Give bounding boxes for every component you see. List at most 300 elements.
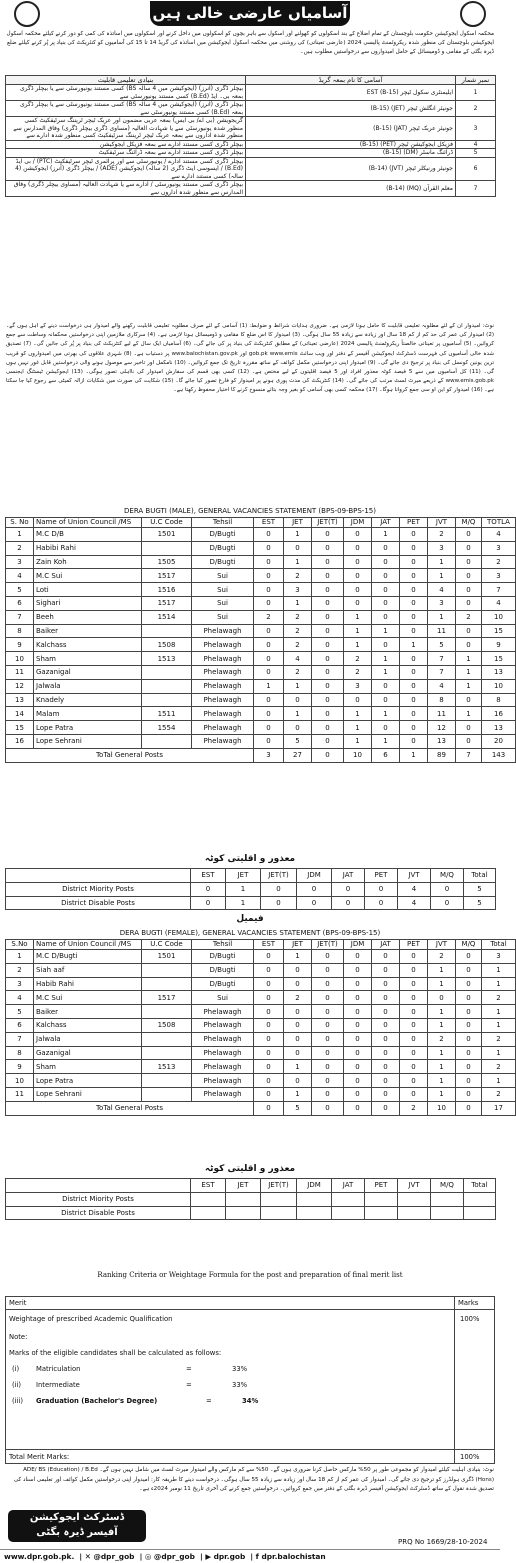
qualification-cell: بیچلر ڈگری کسی مستند ادارے سے بمعہ فزیکل ایجوکیشن: [6, 140, 246, 149]
table-cell: 0: [456, 638, 482, 652]
table-cell: 1: [372, 652, 400, 666]
table-cell: 0: [456, 693, 482, 707]
total-cell: 0: [312, 748, 344, 762]
table-cell: 1508: [142, 638, 192, 652]
table-cell: 0: [372, 1005, 400, 1019]
total-row: [6, 748, 516, 762]
table-cell: 0: [344, 1032, 372, 1046]
website-link[interactable]: www.dpr.gob.pk.: [4, 1552, 75, 1561]
female-quota-caption: معذور و اقلیتی کوٹہ: [204, 1164, 296, 1174]
qualification-cell: بیچلر ڈگری کسی مستند ادارے / یونیورسٹی سے اور پرائمری ٹیچر سرٹیفکیٹ (PTC) / بی ایڈ (B.Ed) / ایسوسی ایٹ ڈگری (2 سالہ) ایجوکیشن (ADE) / بیچلر ڈگری (آنرز) ایجوکیشن (4 سالہ) کسی مستند ادارے سے: [6, 157, 246, 181]
table-cell: 1: [344, 610, 372, 624]
table-cell: M.C D/Bugti: [34, 950, 142, 964]
table-cell: 0: [284, 541, 312, 555]
table-cell: 0: [254, 1032, 284, 1046]
column-header: Name of Union Council /MS: [34, 518, 142, 528]
total-cell: 10: [344, 748, 372, 762]
table-cell: 0: [400, 555, 428, 569]
table-row: [6, 693, 516, 707]
table-cell: 4: [284, 652, 312, 666]
table-row: [6, 555, 516, 569]
table-cell: 1: [456, 665, 482, 679]
table-cell: 1: [372, 624, 400, 638]
table-cell: 2: [428, 528, 456, 542]
table-cell: 0: [312, 734, 344, 748]
table-cell: 0: [312, 707, 344, 721]
table-cell: Phelawagh: [192, 1087, 254, 1101]
quota-cell: 0: [332, 896, 365, 910]
table-row: [6, 624, 516, 638]
table-cell: 1: [344, 638, 372, 652]
table-cell: 0: [312, 528, 344, 542]
table-header-row: [6, 518, 516, 528]
table-cell: 0: [254, 1046, 284, 1060]
table-cell: 2: [344, 652, 372, 666]
table-cell: 0: [400, 707, 428, 721]
table-cell: 1554: [142, 721, 192, 735]
table-cell: 8: [6, 624, 34, 638]
table-cell: 4: [6, 569, 34, 583]
table-cell: 1: [428, 1074, 456, 1088]
table-cell: Habibi Rahi: [34, 541, 142, 555]
table-cell: 0: [312, 652, 344, 666]
total-label: ToTal General Posts: [6, 1101, 254, 1115]
table-cell: Phelawagh: [192, 679, 254, 693]
table-cell: 0: [344, 1005, 372, 1019]
quota-cell: [365, 1206, 398, 1220]
quota-cell: 0: [191, 896, 226, 910]
table-cell: 0: [254, 583, 284, 597]
table-cell: 0: [400, 1074, 428, 1088]
table-cell: 1: [372, 707, 400, 721]
table-cell: 6: [6, 596, 34, 610]
total-cell: 27: [284, 748, 312, 762]
quota-column-header: JET(T): [261, 869, 297, 883]
table-cell: 0: [284, 963, 312, 977]
table-cell: 0: [312, 679, 344, 693]
table-cell: Siah aaf: [34, 963, 142, 977]
table-cell: 3: [344, 679, 372, 693]
qualification-cell: گریجویشن (بی اے/ بی ایس) بمعہ عربی مضمون اور عربک ٹیچر ٹریننگ سرٹیفکیٹ کسی منظور شدہ یونیورسٹی سے یا شہادت العالیہ (مساوی ڈگری بیچلر ڈگری) وفاق المدارس سے منظور شدہ اداروں سے بمعہ عربک ٹیچر ٹریننگ سرٹیفکیٹ کسی منظور شدہ ادارے سے: [6, 117, 246, 141]
quota-cell: [464, 1206, 496, 1220]
table-row: [6, 1087, 516, 1101]
table-cell: Jalwala: [34, 679, 142, 693]
quota-column-header: JAT: [332, 1179, 365, 1193]
quota-cell: 4: [398, 882, 431, 896]
quota-cell: 0: [261, 896, 297, 910]
table-cell: 3: [428, 596, 456, 610]
table-cell: 2: [482, 1087, 516, 1101]
table-cell: 0: [344, 1018, 372, 1032]
table-cell: 0: [456, 1018, 482, 1032]
total-cell: 2: [400, 1101, 428, 1115]
table-row: [6, 583, 516, 597]
table-cell: 1: [428, 1060, 456, 1074]
quota-cell: [398, 1206, 431, 1220]
table-cell: 0: [344, 528, 372, 542]
table-cell: Phelawagh: [192, 638, 254, 652]
table-cell: 0: [400, 665, 428, 679]
table-cell: Zain Koh: [34, 555, 142, 569]
table-cell: 4: [482, 528, 516, 542]
table-cell: 0: [400, 1032, 428, 1046]
quota-column-header: JAT: [332, 869, 365, 883]
table-cell: 1: [344, 624, 372, 638]
table-cell: 0: [456, 1032, 482, 1046]
quota-column-header: Total: [464, 869, 496, 883]
table-cell: 5: [6, 1005, 34, 1019]
table-cell: 0: [400, 977, 428, 991]
table-cell: 0: [456, 963, 482, 977]
table-cell: 0: [400, 1018, 428, 1032]
total-cell: 0: [312, 1101, 344, 1115]
table-row: [6, 1060, 516, 1074]
table-cell: [142, 1074, 192, 1088]
table-cell: 2: [284, 624, 312, 638]
footer-notes: نوٹ: بنیادی اہلیت کیلئے امیدوار کو مجموعی طور پر 50% مارکس حاصل کرنا ضروری ہوں گے۔ 50% سے کم مارکس والے امیدوار میرٹ لسٹ میں شامل نہیں ہوں گے۔ ADE/ BS (Education) / B.Ed (Hons) ڈگری ہولڈرز کو ترجیح دی جائے گی۔ امیدوار کی عمر کم از کم 18 سال اور زیادہ سے زیادہ 55 سال ہوگی۔ درخواست دینے کا طریقہ کار: امیدوار اپنی درخواستیں مکمل کوائف اور تعلیمی اسناد کی تصدیق شدہ نقول کے ساتھ ڈسٹرکٹ ایجوکیشن آفیسر ڈیرہ بگٹی کے دفتر میں جمع کروائیں۔ درخواستیں جمع کرنے کی آخری تاریخ 11 نومبر 2024ء ہے۔: [13, 1467, 494, 1493]
table-cell: 3: [482, 541, 516, 555]
table-cell: D/Bugti: [192, 977, 254, 991]
table-cell: Phelawagh: [192, 624, 254, 638]
table-cell: 0: [254, 734, 284, 748]
marks-column-header: Marks: [458, 1299, 479, 1307]
table-cell: 0: [400, 1005, 428, 1019]
table-row: [6, 638, 516, 652]
table-cell: 3: [6, 977, 34, 991]
table-cell: Knadely: [34, 693, 142, 707]
table-row: [6, 541, 516, 555]
table-cell: 1: [372, 734, 400, 748]
quota-cell: District Miority Posts: [6, 882, 191, 896]
total-cell: 7: [456, 748, 482, 762]
table-cell: 1517: [142, 991, 192, 1005]
table-cell: 0: [254, 721, 284, 735]
table-cell: 0: [284, 1032, 312, 1046]
page-title: آسامیاں عارضی خالی ہیں: [150, 1, 350, 26]
column-header: Tehsil: [192, 518, 254, 528]
table-cell: 1: [456, 707, 482, 721]
table-cell: 1: [284, 528, 312, 542]
total-cell: 0: [372, 1101, 400, 1115]
table-cell: 1: [344, 734, 372, 748]
table-cell: Phelawagh: [192, 1005, 254, 1019]
table-cell: 15: [6, 721, 34, 735]
table-cell: 2: [482, 991, 516, 1005]
table-cell: 0: [456, 991, 482, 1005]
table-cell: 0: [344, 1060, 372, 1074]
male-vacancies-table: [5, 517, 516, 763]
table-cell: 0: [456, 1005, 482, 1019]
total-merit-value: 100%: [460, 1453, 480, 1461]
total-cell: 10: [428, 1101, 456, 1115]
male-table-title: DERA BUGTI (MALE), GENERAL VACANCIES STATEMENT (BPS-09-BPS-15): [124, 507, 376, 515]
table-cell: 0: [400, 950, 428, 964]
youtube-handle[interactable]: dpr.gob: [213, 1552, 246, 1561]
column-header: U.C Code: [142, 940, 192, 950]
quota-column-header: PET: [365, 869, 398, 883]
signature-line-1: ڈسٹرکٹ ایجوکیشن: [29, 1512, 125, 1523]
quota-cell: 1: [226, 882, 261, 896]
merit-criteria-box: [5, 1296, 495, 1464]
quota-cell: [431, 1192, 464, 1206]
column-header: JDM: [344, 518, 372, 528]
quota-column-header: JET: [226, 869, 261, 883]
column-header: PET: [400, 940, 428, 950]
total-cell: 3: [254, 748, 284, 762]
table-cell: 0: [372, 721, 400, 735]
table-cell: 7: [482, 583, 516, 597]
table-cell: 0: [372, 1046, 400, 1060]
table-cell: 0: [456, 596, 482, 610]
table-cell: 0: [254, 693, 284, 707]
table-cell: [142, 977, 192, 991]
table-cell: Malam: [34, 707, 142, 721]
table-cell: Sui: [192, 991, 254, 1005]
table-cell: 0: [456, 583, 482, 597]
table-cell: 9: [6, 1060, 34, 1074]
table-cell: [142, 1046, 192, 1060]
table-cell: D/Bugti: [192, 528, 254, 542]
table-cell: D/Bugti: [192, 963, 254, 977]
table-cell: 14: [6, 707, 34, 721]
twitter-handle[interactable]: @dpr_gob: [93, 1552, 135, 1561]
table-cell: 2: [482, 555, 516, 569]
merit-total-divider: [6, 1449, 494, 1450]
table-cell: 4: [6, 991, 34, 1005]
post-cell: جونیئر عربک ٹیچر (JAT) (B-15): [246, 117, 456, 141]
table-cell: 7: [6, 1032, 34, 1046]
quota-cell: 4: [398, 896, 431, 910]
table-cell: 4: [428, 583, 456, 597]
quota-cell: 0: [261, 882, 297, 896]
table-cell: 0: [372, 1060, 400, 1074]
instagram-handle[interactable]: @dpr_gob: [153, 1552, 195, 1561]
table-cell: Sham: [34, 1060, 142, 1074]
table-cell: 0: [284, 1046, 312, 1060]
marks-column-divider: [454, 1297, 455, 1463]
table-cell: 0: [254, 528, 284, 542]
table-cell: 2: [254, 610, 284, 624]
table-cell: Baiker: [34, 1005, 142, 1019]
table-cell: 7: [428, 665, 456, 679]
table-row: [6, 528, 516, 542]
table-cell: M.C Sui: [34, 991, 142, 1005]
table-cell: Sighari: [34, 596, 142, 610]
table-cell: M.C D/B: [34, 528, 142, 542]
quota-cell: [398, 1192, 431, 1206]
table-cell: 16: [6, 734, 34, 748]
table-cell: 3: [482, 569, 516, 583]
merit-item-value: 34%: [242, 1397, 259, 1405]
table-cell: 1: [6, 528, 34, 542]
table-cell: Phelawagh: [192, 1060, 254, 1074]
table-cell: 2: [428, 1032, 456, 1046]
table-row: [6, 1018, 516, 1032]
post-cell: فزیکل ایجوکیشن ٹیچر (PET) (B-15): [246, 140, 456, 149]
table-cell: 0: [400, 991, 428, 1005]
total-cell: 1: [400, 748, 428, 762]
table-cell: 0: [400, 1060, 428, 1074]
table-cell: [142, 541, 192, 555]
merit-item-label: Intermediate: [36, 1381, 80, 1389]
table-cell: 3: [428, 541, 456, 555]
quota-cell: 0: [297, 896, 332, 910]
qualification-row: [6, 149, 496, 158]
table-cell: 0: [400, 610, 428, 624]
table-cell: 1: [428, 1018, 456, 1032]
table-cell: 0: [284, 1018, 312, 1032]
table-cell: 0: [254, 1087, 284, 1101]
table-cell: 1513: [142, 1060, 192, 1074]
table-cell: 2: [284, 665, 312, 679]
column-header: M/Q: [456, 940, 482, 950]
quota-column-header: Total: [464, 1179, 496, 1193]
table-cell: 13: [428, 734, 456, 748]
table-cell: [142, 734, 192, 748]
table-cell: Phelawagh: [192, 665, 254, 679]
column-header: Total: [482, 940, 516, 950]
table-cell: 7: [428, 652, 456, 666]
table-cell: 1: [482, 963, 516, 977]
table-cell: 0: [400, 734, 428, 748]
quota-cell: [431, 1206, 464, 1220]
table-cell: 1: [482, 1018, 516, 1032]
serial-cell: 2: [456, 101, 496, 117]
total-cell: 143: [482, 748, 516, 762]
table-cell: 11: [428, 624, 456, 638]
quota-column-header: JDM: [297, 1179, 332, 1193]
table-cell: 0: [344, 541, 372, 555]
merit-item-value: 33%: [232, 1381, 248, 1389]
quota-cell: [464, 1192, 496, 1206]
facebook-handle[interactable]: dpr.balochistan: [261, 1552, 326, 1561]
table-cell: D/Bugti: [192, 555, 254, 569]
table-cell: 0: [254, 950, 284, 964]
table-cell: 0: [400, 679, 428, 693]
merit-divider: [6, 1309, 494, 1310]
table-cell: 0: [400, 1087, 428, 1101]
merit-item-equals: =: [206, 1397, 212, 1405]
quota-cell: [226, 1206, 261, 1220]
table-cell: 0: [312, 963, 344, 977]
quota-cell: District Disable Posts: [6, 1206, 191, 1220]
table-cell: 0: [312, 541, 344, 555]
table-cell: 3: [482, 950, 516, 964]
quota-cell: 1: [226, 896, 261, 910]
social-footer: www.dpr.gob.pk. | ✕ @dpr_gob | ◎ @dpr_gob | ▶ dpr.gob | f dpr.balochistan: [0, 1549, 500, 1563]
table-cell: 0: [428, 991, 456, 1005]
quota-column-header: JET(T): [261, 1179, 297, 1193]
government-seal-icon: [460, 1, 486, 27]
column-header: JVT: [428, 940, 456, 950]
quota-row: [6, 1206, 496, 1220]
table-row: [6, 707, 516, 721]
table-cell: 0: [372, 583, 400, 597]
table-cell: 1: [428, 977, 456, 991]
post-cell: ڈرائنگ ماسٹر (DM) (B-15): [246, 149, 456, 158]
table-cell: 13: [482, 665, 516, 679]
merit-item-value: 33%: [232, 1365, 248, 1373]
table-cell: 0: [254, 665, 284, 679]
table-cell: 0: [312, 610, 344, 624]
table-cell: Lope Patra: [34, 1074, 142, 1088]
weightage-label: Weightage of prescribed Academic Qualification: [9, 1315, 173, 1323]
table-cell: 0: [312, 721, 344, 735]
table-cell: 0: [254, 638, 284, 652]
table-cell: 0: [254, 1018, 284, 1032]
total-cell: 0: [344, 1101, 372, 1115]
table-cell: 2: [344, 665, 372, 679]
table-cell: Phelawagh: [192, 652, 254, 666]
merit-item-number: (iii): [12, 1397, 23, 1405]
header: [0, 0, 500, 28]
table-cell: 9: [6, 638, 34, 652]
table-cell: 1517: [142, 569, 192, 583]
table-cell: Habib Rahi: [34, 977, 142, 991]
column-header: EST: [254, 940, 284, 950]
post-cell: ایلیمنٹری سکول ٹیچر (EST (B-15: [246, 85, 456, 101]
qualification-cell: بیچلر ڈگری (آنرز) (ایجوکیشن میں 4 سالہ BS) کسی مستند یونیورسٹی سے یا بیچلر ڈگری بمعہ (B.Ed) کسی مستند یونیورسٹی سے: [6, 101, 246, 117]
table-cell: D/Bugti: [192, 541, 254, 555]
serial-header: نمبر شمار: [456, 76, 496, 85]
table-cell: 3: [6, 555, 34, 569]
quota-cell: [226, 1192, 261, 1206]
table-cell: 2: [284, 991, 312, 1005]
table-cell: 0: [372, 1032, 400, 1046]
table-cell: Phelawagh: [192, 1046, 254, 1060]
quota-cell: [297, 1192, 332, 1206]
table-cell: 15: [482, 624, 516, 638]
table-cell: 2: [284, 569, 312, 583]
table-cell: Lope Patra: [34, 721, 142, 735]
qualification-header-row: [6, 76, 496, 85]
merit-item-equals: =: [186, 1365, 192, 1373]
qualification-row: [6, 140, 496, 149]
quota-cell: [332, 1206, 365, 1220]
table-cell: 1505: [142, 555, 192, 569]
quota-column-header: [6, 1179, 191, 1193]
table-cell: Phelawagh: [192, 693, 254, 707]
table-cell: 1: [456, 652, 482, 666]
table-cell: 0: [312, 1074, 344, 1088]
instructions-notes: نوٹ: امیدوار ان کے لئے مطلوبہ تعلیمی قابلیت کا حامل ہونا لازمی ہے۔ ضروری ہدایات شرائط و ضوابط: (1) آسامی کے لئے صرف مطلوبہ تعلیمی قابلیت رکھنے والے امیدوار ہی درخواست دینے کے اہل ہوں گے۔ (2) امیدوار کی عمر کی حد کم از کم 18 سال اور زیادہ سے زیادہ 55 سال ہوگی۔ (3) امیدوار کا اس ضلع کا مقامی و ڈومیسائل ہونا لازمی ہے۔ (4) سرکاری ملازمین اپنی درخواستیں محکمانہ وساطت سے جمع کروائیں۔ (5) آسامیوں پر تعیناتی خالصتاً ریکروٹمنٹ پالیسی 2024 (عارضی تعیناتی) کے مطابق کنٹریکٹ کی بنیاد پر کی جائے گی۔ (6) آسامیاں ایک سال کے لیے کنٹریکٹ کی بنیاد پر پُر کی جائیں گی۔ (7) تصدیق شدہ خالی آسامیوں کی فہرست ڈسٹرکٹ ایجوکیشن آفیسر کے دفتر اور ویب سائٹ gob.pk www.emis اور www.balochistan.gov.pk پر دستیاب ہے۔ (8) شہری علاقوں کی بھرتی میں امیدواروں کو قریب ترین یونین کونسل کی بنیاد پر ترجیح دی جائے گی۔ (9) امیدوار اپنی درخواستیں مکمل کوائف کے ساتھ مقررہ تاریخ تک جمع کروائیں۔ (10) نامکمل اور تاخیر سے موصول ہونے والی درخواستیں قابل غور نہیں ہوں گی۔ (11) کل آسامیوں میں سے 5 فیصد کوٹہ معذور افراد اور 5 فیصد اقلیتوں کے لیے مختص ہے۔ (12) کسی بھی قسم کی سفارش امیدوار کی نااہلی تصور ہوگی۔ (13) ایجوکیشن ٹیسٹنگ ایجنسی www.emis.gob.pk کے ذریعے میرٹ لسٹ مرتب کی جائے گی۔ (14) کنٹریکٹ کی مدت پوری ہونے پر امیدوار کو فارغ تصور کیا جائے گا۔ (15) شکایت کی صورت میں شکایات ازالہ کمیٹی سے رجوع کیا جا سکتا ہے۔ (16) امیدوار کو این او سی جمع کروانا ہوگا۔ (17) محکمہ کسی بھی آسامی کو بغیر وجہ بتائے منسوخ کرنے کا اختیار محفوظ رکھتا ہے۔: [6, 323, 495, 394]
column-header: TOTLA: [482, 518, 516, 528]
signature-box: [8, 1510, 146, 1542]
table-cell: 5: [428, 638, 456, 652]
qualification-cell: بیچلر ڈگری کسی مستند ادارے سے بمعہ ڈرائنگ سرٹیفکیٹ: [6, 149, 246, 158]
qualification-row: [6, 157, 496, 181]
table-cell: 0: [372, 1018, 400, 1032]
prq-number: PRQ No 1669/28-10-2024: [398, 1538, 488, 1546]
weightage-marks: 100%: [460, 1315, 480, 1323]
column-header: PET: [400, 518, 428, 528]
table-cell: 1: [482, 977, 516, 991]
table-cell: 0: [372, 1087, 400, 1101]
table-cell: 0: [312, 583, 344, 597]
table-cell: 0: [372, 638, 400, 652]
post-cell: جونیئر ورنیکلر ٹیچر (JVT) (B-14): [246, 157, 456, 181]
quota-column-header: EST: [191, 1179, 226, 1193]
table-cell: 11: [6, 665, 34, 679]
table-cell: 1: [344, 707, 372, 721]
column-header: S. No: [6, 518, 34, 528]
table-cell: 0: [372, 569, 400, 583]
table-cell: 0: [344, 950, 372, 964]
table-cell: 0: [344, 1074, 372, 1088]
merit-item-equals: =: [186, 1381, 192, 1389]
table-cell: Phelawagh: [192, 1074, 254, 1088]
qualification-row: [6, 85, 496, 101]
